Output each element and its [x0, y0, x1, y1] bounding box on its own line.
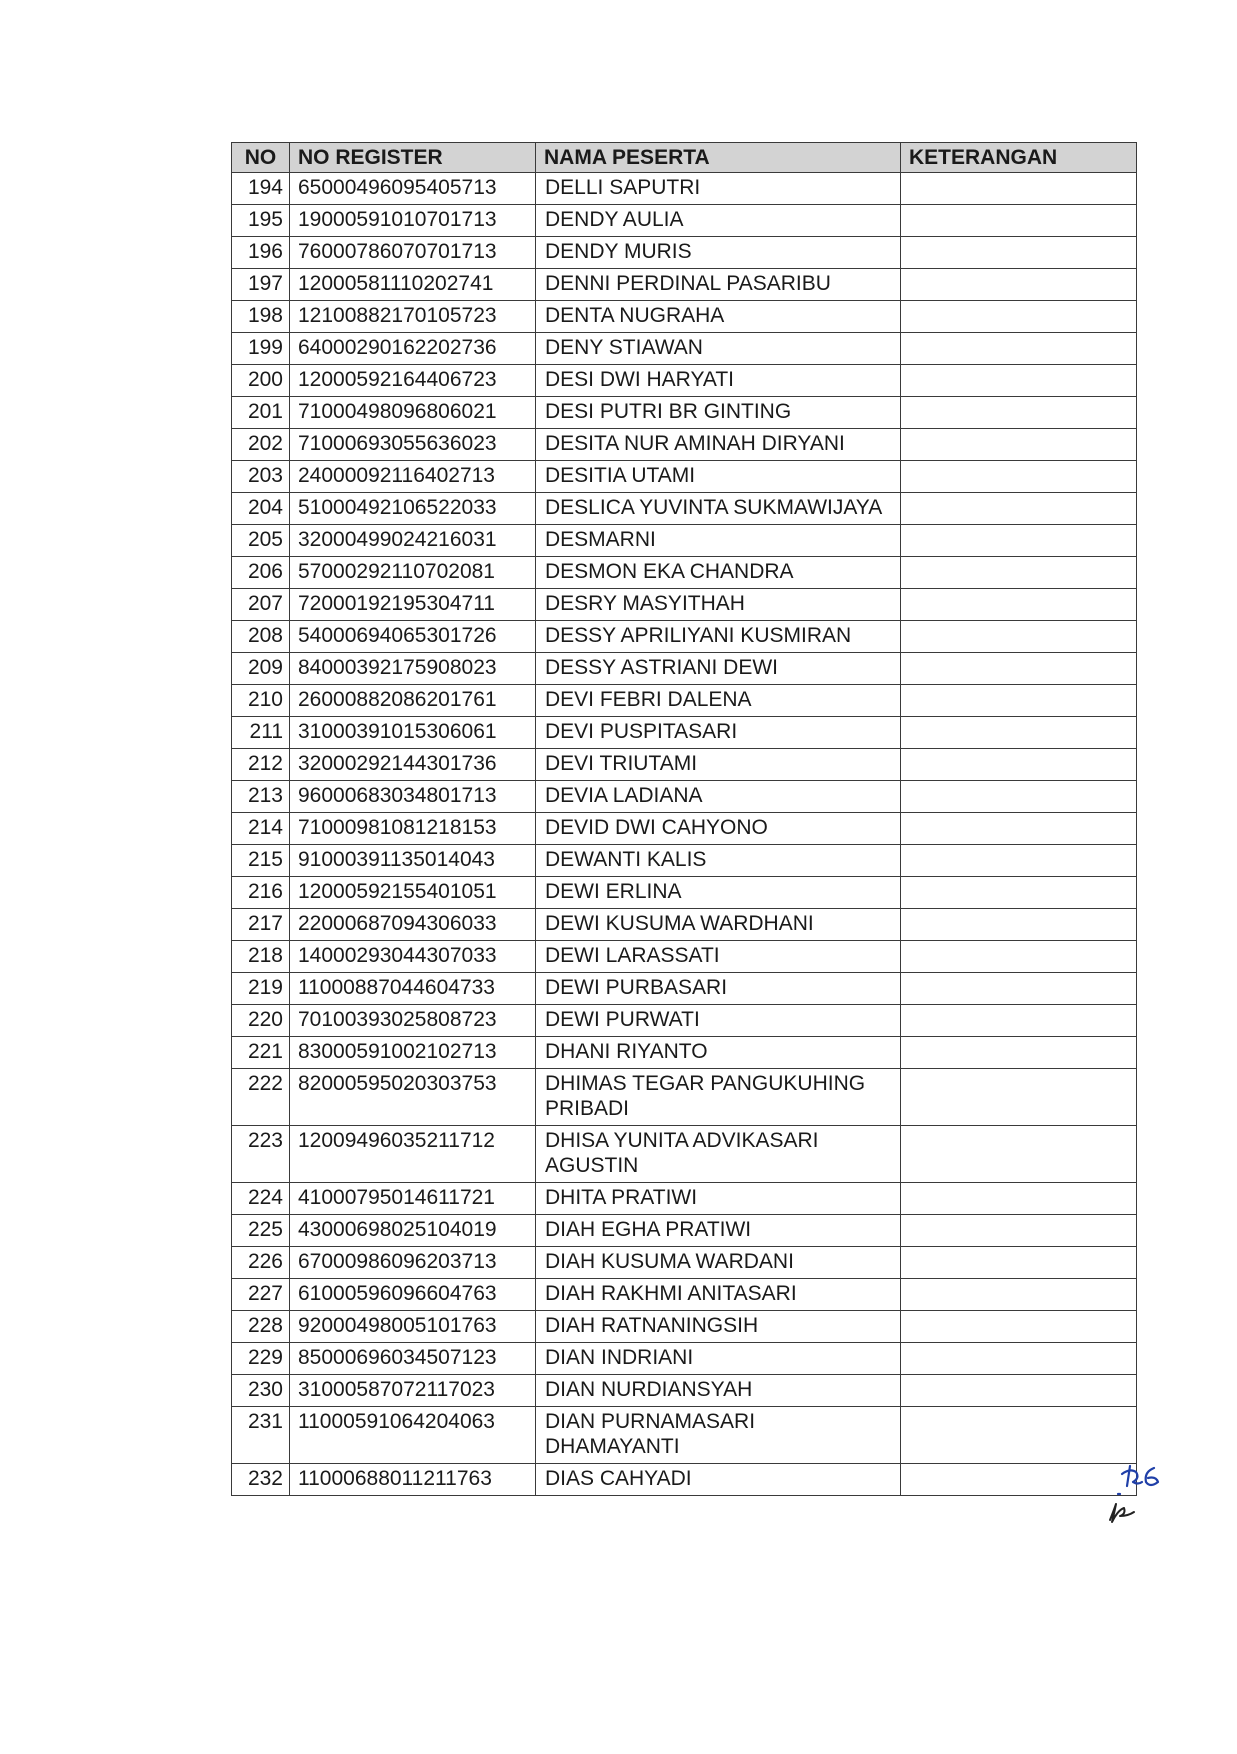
initials-signature: [1100, 1458, 1200, 1538]
cell-remarks: [901, 1343, 1137, 1375]
cell-register: 71000498096806021: [290, 397, 536, 429]
cell-register: 32000499024216031: [290, 525, 536, 557]
cell-remarks: [901, 909, 1137, 941]
cell-no: 213: [232, 781, 290, 813]
cell-name: DENTA NUGRAHA: [536, 301, 901, 333]
table-row: [232, 717, 1137, 749]
cell-register: 12000592155401051: [290, 877, 536, 909]
cell-name: DIAH RATNANINGSIH: [536, 1311, 901, 1343]
cell-remarks: [901, 685, 1137, 717]
cell-no: 210: [232, 685, 290, 717]
cell-no: 211: [232, 717, 290, 749]
participant-table-container: [231, 142, 1137, 1496]
cell-register: 22000687094306033: [290, 909, 536, 941]
cell-remarks: [901, 205, 1137, 237]
table-row: [232, 397, 1137, 429]
header-register: NO REGISTER: [290, 143, 536, 173]
cell-name: DENDY MURIS: [536, 237, 901, 269]
cell-remarks: [901, 333, 1137, 365]
cell-no: 230: [232, 1375, 290, 1407]
cell-name: DIAN INDRIANI: [536, 1343, 901, 1375]
table-row: [232, 1464, 1137, 1496]
table-row: [232, 429, 1137, 461]
cell-name: DHIMAS TEGAR PANGUKUHING PRIBADI: [536, 1069, 901, 1126]
table-row: [232, 205, 1137, 237]
cell-register: 54000694065301726: [290, 621, 536, 653]
cell-register: 71000693055636023: [290, 429, 536, 461]
table-row: [232, 557, 1137, 589]
cell-register: 12009496035211712: [290, 1126, 536, 1183]
cell-name: DIAH EGHA PRATIWI: [536, 1215, 901, 1247]
cell-name: DHISA YUNITA ADVIKASARI AGUSTIN: [536, 1126, 901, 1183]
cell-register: 91000391135014043: [290, 845, 536, 877]
cell-remarks: [901, 237, 1137, 269]
table-row: [232, 653, 1137, 685]
cell-register: 82000595020303753: [290, 1069, 536, 1126]
cell-name: DESSY ASTRIANI DEWI: [536, 653, 901, 685]
cell-register: 24000092116402713: [290, 461, 536, 493]
cell-no: 195: [232, 205, 290, 237]
table-row: [232, 909, 1137, 941]
cell-remarks: [901, 397, 1137, 429]
cell-no: 214: [232, 813, 290, 845]
table-row: [232, 237, 1137, 269]
cell-remarks: [901, 525, 1137, 557]
cell-no: 223: [232, 1126, 290, 1183]
cell-name: DESMON EKA CHANDRA: [536, 557, 901, 589]
cell-no: 215: [232, 845, 290, 877]
table-row: [232, 1183, 1137, 1215]
cell-no: 196: [232, 237, 290, 269]
table-row: [232, 1279, 1137, 1311]
cell-name: DEWI KUSUMA WARDHANI: [536, 909, 901, 941]
cell-remarks: [901, 173, 1137, 205]
cell-remarks: [901, 1311, 1137, 1343]
cell-no: 222: [232, 1069, 290, 1126]
cell-remarks: [901, 749, 1137, 781]
cell-name: DEVI TRIUTAMI: [536, 749, 901, 781]
cell-no: 207: [232, 589, 290, 621]
cell-name: DENNI PERDINAL PASARIBU: [536, 269, 901, 301]
cell-register: 70100393025808723: [290, 1005, 536, 1037]
table-row: [232, 1343, 1137, 1375]
cell-name: DESRY MASYITHAH: [536, 589, 901, 621]
table-row: [232, 1037, 1137, 1069]
cell-name: DESI PUTRI BR GINTING: [536, 397, 901, 429]
cell-name: DENY STIAWAN: [536, 333, 901, 365]
cell-register: 19000591010701713: [290, 205, 536, 237]
table-row: [232, 1311, 1137, 1343]
cell-register: 43000698025104019: [290, 1215, 536, 1247]
cell-register: 12000581110202741: [290, 269, 536, 301]
cell-name: DESITIA UTAMI: [536, 461, 901, 493]
table-row: [232, 269, 1137, 301]
cell-name: DESLICA YUVINTA SUKMAWIJAYA: [536, 493, 901, 525]
cell-register: 61000596096604763: [290, 1279, 536, 1311]
cell-register: 51000492106522033: [290, 493, 536, 525]
cell-name: DEVI PUSPITASARI: [536, 717, 901, 749]
cell-name: DHITA PRATIWI: [536, 1183, 901, 1215]
table-row: [232, 1407, 1137, 1464]
cell-register: 57000292110702081: [290, 557, 536, 589]
cell-no: 197: [232, 269, 290, 301]
cell-remarks: [901, 1069, 1137, 1126]
table-row: [232, 365, 1137, 397]
cell-remarks: [901, 1215, 1137, 1247]
cell-register: 14000293044307033: [290, 941, 536, 973]
cell-register: 41000795014611721: [290, 1183, 536, 1215]
cell-remarks: [901, 813, 1137, 845]
table-row: [232, 173, 1137, 205]
cell-no: 224: [232, 1183, 290, 1215]
cell-name: DENDY AULIA: [536, 205, 901, 237]
cell-remarks: [901, 845, 1137, 877]
cell-register: 83000591002102713: [290, 1037, 536, 1069]
cell-no: 229: [232, 1343, 290, 1375]
table-row: [232, 493, 1137, 525]
cell-register: 92000498005101763: [290, 1311, 536, 1343]
cell-no: 232: [232, 1464, 290, 1496]
cell-register: 11000591064204063: [290, 1407, 536, 1464]
cell-no: 201: [232, 397, 290, 429]
table-row: [232, 781, 1137, 813]
cell-name: DEVIA LADIANA: [536, 781, 901, 813]
cell-name: DHANI RIYANTO: [536, 1037, 901, 1069]
cell-name: DEWI PURWATI: [536, 1005, 901, 1037]
table-row: [232, 525, 1137, 557]
table-row: [232, 973, 1137, 1005]
cell-name: DIAH RAKHMI ANITASARI: [536, 1279, 901, 1311]
cell-name: DEWANTI KALIS: [536, 845, 901, 877]
cell-register: 85000696034507123: [290, 1343, 536, 1375]
cell-no: 206: [232, 557, 290, 589]
table-row: [232, 1005, 1137, 1037]
cell-no: 220: [232, 1005, 290, 1037]
cell-register: 31000587072117023: [290, 1375, 536, 1407]
cell-no: 227: [232, 1279, 290, 1311]
header-remarks: KETERANGAN: [901, 143, 1137, 173]
table-row: [232, 1069, 1137, 1126]
cell-no: 226: [232, 1247, 290, 1279]
cell-register: 84000392175908023: [290, 653, 536, 685]
header-name: NAMA PESERTA: [536, 143, 901, 173]
cell-remarks: [901, 941, 1137, 973]
cell-name: DIAS CAHYADI: [536, 1464, 901, 1496]
cell-name: DIAH KUSUMA WARDANI: [536, 1247, 901, 1279]
cell-name: DIAN NURDIANSYAH: [536, 1375, 901, 1407]
cell-name: DEVID DWI CAHYONO: [536, 813, 901, 845]
table-row: [232, 877, 1137, 909]
cell-no: 200: [232, 365, 290, 397]
cell-remarks: [901, 1375, 1137, 1407]
cell-name: DEWI ERLINA: [536, 877, 901, 909]
cell-register: 67000986096203713: [290, 1247, 536, 1279]
cell-remarks: [901, 973, 1137, 1005]
cell-register: 65000496095405713: [290, 173, 536, 205]
cell-name: DEWI PURBASARI: [536, 973, 901, 1005]
cell-remarks: [901, 621, 1137, 653]
cell-no: 217: [232, 909, 290, 941]
cell-no: 225: [232, 1215, 290, 1247]
cell-no: 202: [232, 429, 290, 461]
cell-remarks: [901, 877, 1137, 909]
table-row: [232, 685, 1137, 717]
table-row: [232, 301, 1137, 333]
cell-remarks: [901, 493, 1137, 525]
cell-name: DEWI LARASSATI: [536, 941, 901, 973]
cell-register: 96000683034801713: [290, 781, 536, 813]
cell-remarks: [901, 269, 1137, 301]
cell-register: 12100882170105723: [290, 301, 536, 333]
cell-register: 26000882086201761: [290, 685, 536, 717]
cell-register: 31000391015306061: [290, 717, 536, 749]
cell-name: DESI DWI HARYATI: [536, 365, 901, 397]
cell-name: DELLI SAPUTRI: [536, 173, 901, 205]
cell-no: 216: [232, 877, 290, 909]
cell-remarks: [901, 1247, 1137, 1279]
table-row: [232, 749, 1137, 781]
cell-no: 221: [232, 1037, 290, 1069]
table-row: [232, 813, 1137, 845]
cell-no: 208: [232, 621, 290, 653]
cell-register: 64000290162202736: [290, 333, 536, 365]
cell-remarks: [901, 1183, 1137, 1215]
cell-remarks: [901, 557, 1137, 589]
table-row: [232, 1215, 1137, 1247]
table-row: [232, 1126, 1137, 1183]
cell-register: 11000688011211763: [290, 1464, 536, 1496]
table-row: [232, 845, 1137, 877]
cell-register: 76000786070701713: [290, 237, 536, 269]
cell-register: 71000981081218153: [290, 813, 536, 845]
cell-remarks: [901, 1037, 1137, 1069]
cell-register: 12000592164406723: [290, 365, 536, 397]
cell-register: 72000192195304711: [290, 589, 536, 621]
table-header-row: [232, 143, 1137, 173]
cell-no: 194: [232, 173, 290, 205]
cell-remarks: [901, 1005, 1137, 1037]
table-row: [232, 1375, 1137, 1407]
cell-no: 199: [232, 333, 290, 365]
cell-register: 32000292144301736: [290, 749, 536, 781]
cell-remarks: [901, 461, 1137, 493]
cell-no: 209: [232, 653, 290, 685]
table-row: [232, 589, 1137, 621]
cell-no: 204: [232, 493, 290, 525]
table-body: [232, 173, 1137, 1496]
cell-name: DIAN PURNAMASARI DHAMAYANTI: [536, 1407, 901, 1464]
cell-remarks: [901, 429, 1137, 461]
table-row: [232, 333, 1137, 365]
cell-remarks: [901, 589, 1137, 621]
cell-register: 11000887044604733: [290, 973, 536, 1005]
cell-no: 218: [232, 941, 290, 973]
header-no: NO: [232, 143, 290, 173]
cell-name: DESMARNI: [536, 525, 901, 557]
cell-no: 219: [232, 973, 290, 1005]
cell-remarks: [901, 653, 1137, 685]
cell-no: 231: [232, 1407, 290, 1464]
cell-remarks: [901, 781, 1137, 813]
cell-remarks: [901, 365, 1137, 397]
table-row: [232, 1247, 1137, 1279]
cell-remarks: [901, 1407, 1137, 1464]
cell-remarks: [901, 301, 1137, 333]
cell-no: 203: [232, 461, 290, 493]
cell-no: 228: [232, 1311, 290, 1343]
cell-no: 198: [232, 301, 290, 333]
cell-remarks: [901, 717, 1137, 749]
cell-no: 212: [232, 749, 290, 781]
participant-table: [231, 142, 1137, 1496]
cell-no: 205: [232, 525, 290, 557]
cell-name: DEVI FEBRI DALENA: [536, 685, 901, 717]
table-row: [232, 941, 1137, 973]
table-row: [232, 621, 1137, 653]
cell-remarks: [901, 1279, 1137, 1311]
table-row: [232, 461, 1137, 493]
cell-name: DESITA NUR AMINAH DIRYANI: [536, 429, 901, 461]
cell-name: DESSY APRILIYANI KUSMIRAN: [536, 621, 901, 653]
cell-remarks: [901, 1126, 1137, 1183]
